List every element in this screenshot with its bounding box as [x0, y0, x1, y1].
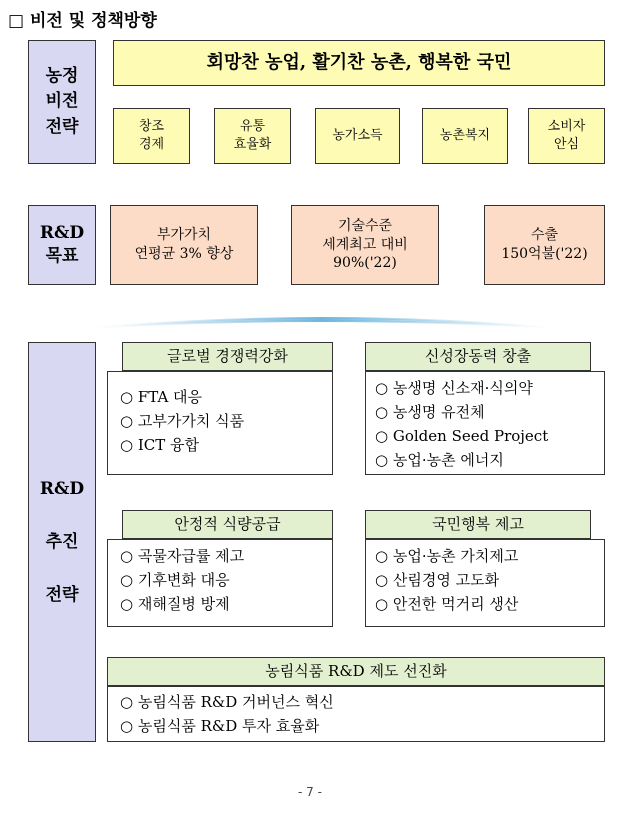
vision-item-2: 유통 효율화 — [214, 108, 291, 164]
strategy-block-5-title: 농림식품 R&D 제도 선진화 — [107, 657, 605, 686]
list-item: ○ 기후변화 대응 — [120, 571, 230, 589]
strategy-block-4-body — [365, 539, 605, 627]
strategy-label: R&D 추진 전략 — [28, 342, 96, 742]
list-item: ○ 안전한 먹거리 생산 — [375, 595, 519, 613]
page-number: - 7 - — [298, 785, 322, 799]
vision-item-5: 소비자 안심 — [528, 108, 605, 164]
vision-item-3: 농가소득 — [315, 108, 400, 164]
strategy-block-5-body — [107, 686, 605, 742]
strategy-block-3-title: 안정적 식량공급 — [122, 510, 333, 539]
goal-item-1: 부가가치 연평균 3% 향상 — [110, 205, 258, 285]
divider-arc — [0, 300, 620, 340]
list-item: ○ 농업·농촌 가치제고 — [375, 547, 519, 565]
goal-item-3: 수출 150억불('22) — [484, 205, 605, 285]
strategy-block-2-body — [365, 371, 605, 475]
strategy-block-1-body — [107, 371, 333, 475]
list-item: ○ 농림식품 R&D 투자 효율화 — [120, 717, 320, 735]
vision-item-4: 농촌복지 — [422, 108, 508, 164]
section-title: □ 비전 및 정책방향 — [8, 11, 157, 31]
list-item: ○ 산림경영 고도화 — [375, 571, 500, 589]
list-item: ○ 고부가가치 식품 — [120, 412, 245, 430]
vision-label: 농정 비전 전략 — [28, 40, 96, 164]
list-item: ○ 농업·농촌 에너지 — [375, 451, 504, 469]
list-item: ○ 재해질병 방제 — [120, 595, 230, 613]
list-item: ○ 곡물자급률 제고 — [120, 547, 245, 565]
strategy-block-3-body — [107, 539, 333, 627]
list-item: ○ 농생명 신소재·식의약 — [375, 379, 533, 397]
list-item: ○ FTA 대응 — [120, 388, 203, 406]
list-item: ○ 농생명 유전체 — [375, 403, 485, 421]
list-item: ○ ICT 융합 — [120, 436, 200, 454]
goal-item-2: 기술수준 세계최고 대비 90%('22) — [291, 205, 439, 285]
goal-label: R&D 목표 — [28, 205, 96, 285]
vision-main: 회망찬 농업, 활기찬 농촌, 행복한 국민 — [113, 40, 605, 86]
strategy-block-4-title: 국민행복 제고 — [365, 510, 591, 539]
strategy-block-1-title: 글로벌 경쟁력강화 — [122, 342, 333, 371]
strategy-block-2-title: 신성장동력 창출 — [365, 342, 591, 371]
list-item: ○ 농림식품 R&D 거버넌스 혁신 — [120, 693, 334, 711]
list-item: ○ Golden Seed Project — [375, 427, 549, 445]
vision-item-1: 창조 경제 — [113, 108, 190, 164]
